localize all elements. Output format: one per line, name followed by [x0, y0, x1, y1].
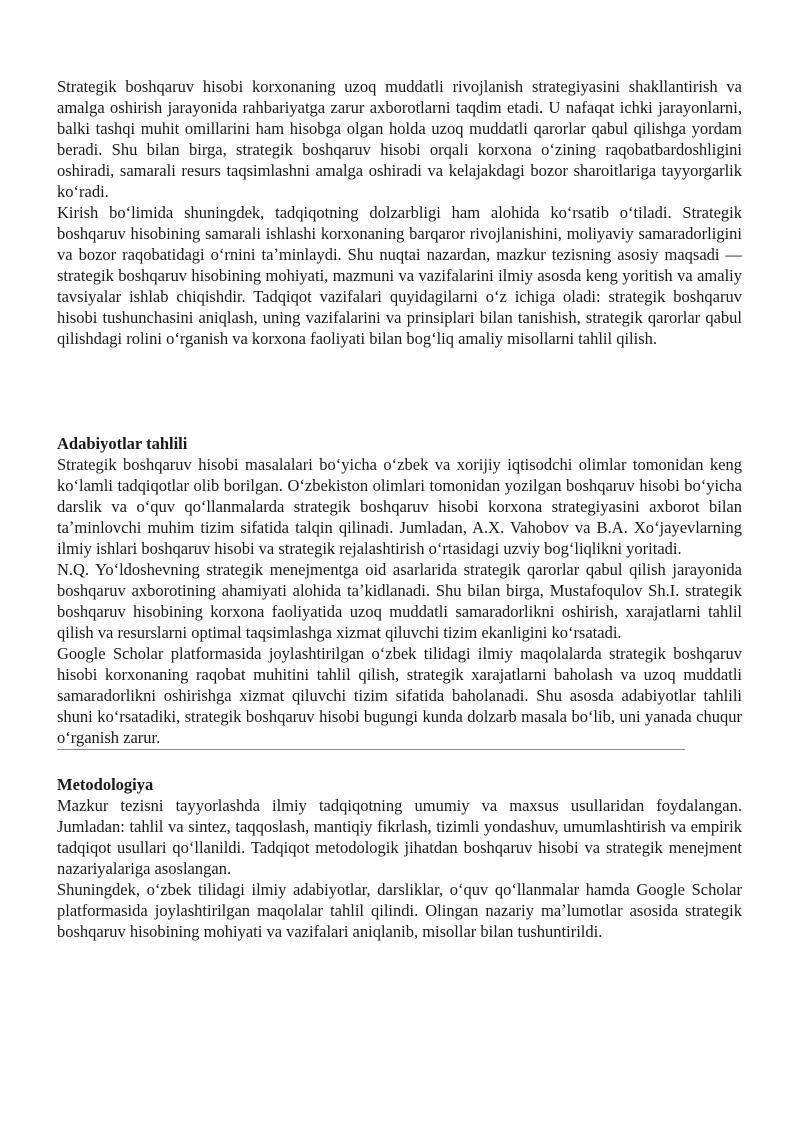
- intro-paragraph-2: Kirish boʻlimida shuningdek, tadqiqotning dolzarbligi ham alohida koʻrsatib oʻtiladi. Strategik boshqaruv hisobining samarali ishlashi korxonaning barqaror rivojlanishini, moliyaviy samaradorligini va bozor raqobatidagi oʻrnini taʼminlaydi. Shu nuqtai nazardan, mazkur tezisning asosiy maqsadi — strategik boshqaruv hisobining mohiyati, mazmuni va vazifalarini ilmiy asosda keng yoritish va amaliy tavsiyalar ishlab chiqishdir. Tadqiqot vazifalari quyidagilarni oʻz ichiga oladi: strategik boshqaruv hisobi tushunchasini aniqlash, uning vazifalarini va prinsiplari bilan tanishish, strategik qarorlar qabul qilishdagi rolini oʻrganish va korxona faoliyati bilan bogʻliq amaliy misollarni tahlil qilish.: [57, 203, 742, 348]
- methodology-paragraph-2: Shuningdek, oʻzbek tilidagi ilmiy adabiyotlar, darsliklar, oʻquv qoʻllanmalar hamda Google Scholar platformasida joylashtirilgan maqolalar tahlil qilindi. Olingan nazariy maʼlumotlar asosida strategik boshqaruv hisobining mohiyati va vazifalari aniqlanib, misollar bilan tushuntirildi.: [57, 880, 742, 941]
- section-gap: [57, 750, 742, 774]
- literature-paragraph-1: Strategik boshqaruv hisobi masalalari boʻyicha oʻzbek va xorijiy iqtisodchi olimlar tomonidan keng koʻlamli tadqiqotlar olib borilgan. Oʻzbekiston olimlari tomonidan yozilgan boshqaruv hisobi boʻyicha darslik va oʻquv qoʻllanmalarda strategik boshqaruv hisobi korxona strategiyasini axborot bilan taʼminlovchi muhim tizim sifatida talqin qilinadi. Jumladan, A.X. Vahobov va B.A. Xoʻjayevlarning ilmiy ishlari boshqaruv hisobi va strategik rejalashtirish oʻrtasidagi uzviy bogʻliqlikni yoritadi.: [57, 455, 742, 558]
- intro-paragraph-1: Strategik boshqaruv hisobi korxonaning uzoq muddatli rivojlanish strategiyasini shakllantirish va amalga oshirish jarayonida rahbariyatga zarur axborotlarni taqdim etadi. U nafaqat ichki jarayonlarni, balki tashqi muhit omillarini ham hisobga olgan holda uzoq muddatli qarorlar qabul qilishga yordam beradi. Shu bilan birga, strategik boshqaruv hisobi orqali korxona oʻzining raqobatbardoshligini oshiradi, samarali resurs taqsimlashni amalga oshiradi va kelajakdagi bozor sharoitlariga tayyorgarlik koʻradi.: [57, 77, 742, 201]
- methodology-heading: Metodologiya: [57, 775, 154, 794]
- literature-paragraph-3: Google Scholar platformasida joylashtirilgan oʻzbek tilidagi ilmiy maqolalarda strategik boshqaruv hisobi korxonaning raqobat muhitini tahlil qilish, strategik xarajatlarni baholash va uzoq muddatli samaradorlikni oshirishga xizmat qiluvchi tizim sifatida baholanadi. Shu asosda adabiyotlar tahlili shuni koʻrsatadiki, strategik boshqaruv hisobi bugungi kunda dolzarb masala boʻlib, uni yanada chuqur oʻrganish zarur.: [57, 644, 742, 747]
- literature-section: [57, 433, 742, 750]
- document-page: [57, 76, 742, 942]
- methodology-section: [57, 774, 742, 942]
- section-gap: [57, 349, 742, 433]
- methodology-paragraph-1: Mazkur tezisni tayyorlashda ilmiy tadqiqotning umumiy va maxsus usullaridan foydalangan. Jumladan: tahlil va sintez, taqqoslash, mantiqiy fikrlash, tizimli yondashuv, umumlashtirish va empirik tadqiqot usullari qoʻllanildi. Tadqiqot metodologik jihatdan boshqaruv hisobi va strategik menejment nazariyalariga asoslangan.: [57, 796, 742, 878]
- literature-paragraph-2: N.Q. Yoʻldoshevning strategik menejmentga oid asarlarida strategik qarorlar qabul qilish jarayonida boshqaruv axborotining ahamiyati alohida taʼkidlanadi. Shu bilan birga, Mustafoqulov Sh.I. strategik boshqaruv hisobining korxona faoliyatida uzoq muddatli samaradorlikni oshirish, xarajatlarni tahlil qilish va resurslarni optimal taqsimlashga xizmat qiluvchi tizim ekanligini koʻrsatadi.: [57, 560, 742, 642]
- literature-heading: Adabiyotlar tahlili: [57, 434, 188, 453]
- intro-section: [57, 76, 742, 349]
